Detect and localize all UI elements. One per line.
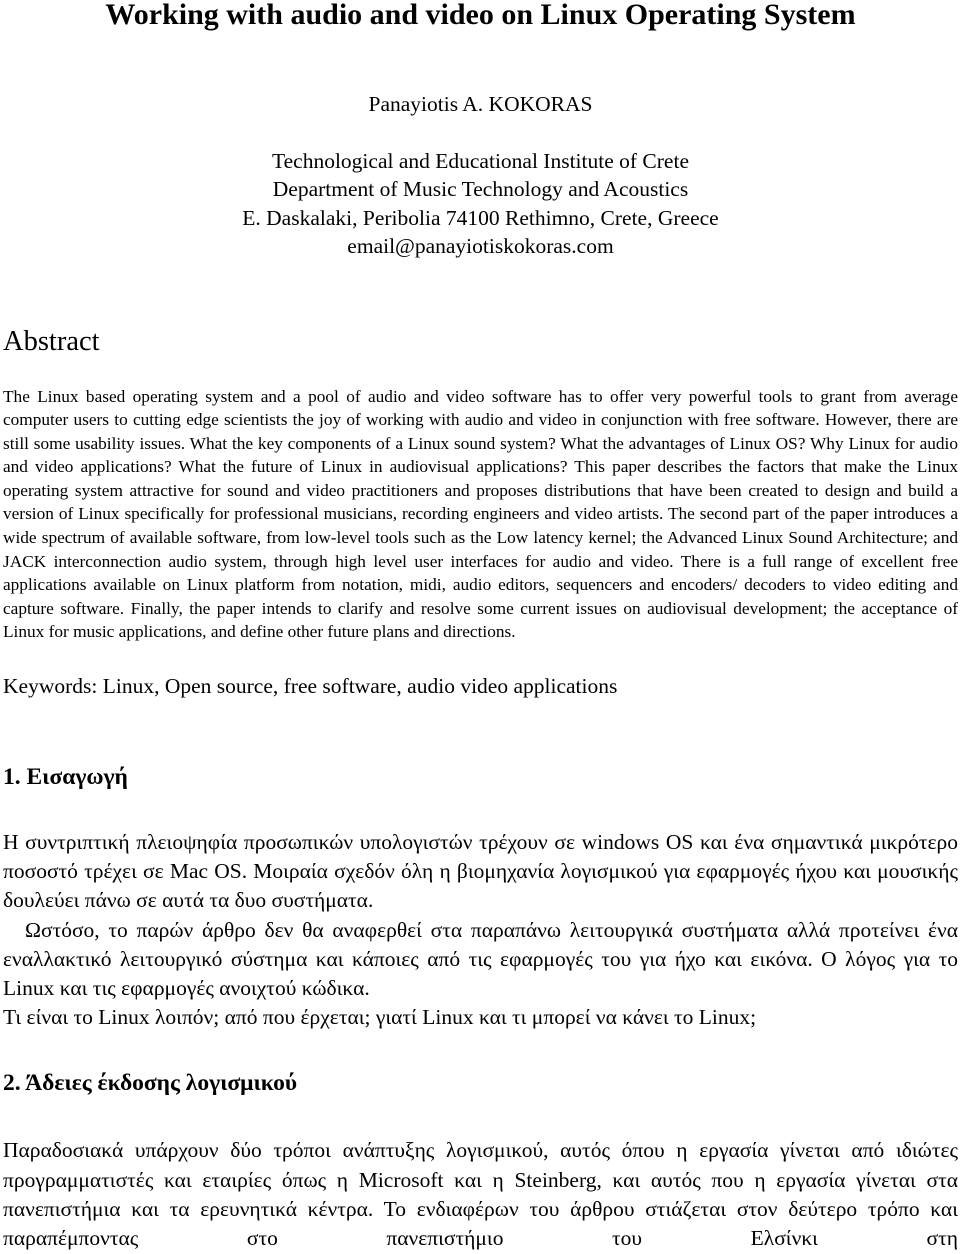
paper-title: Working with audio and video on Linux Operating System <box>105 0 856 31</box>
abstract-body: The Linux based operating system and a pool of audio and video software has to offer very powerful tools to grant from average computer users to cutting edge scientists the joy of working with audio and video in conjunction with free software. However, there are still some usability issues. What the key components of a Linux sound system? What the advantages of Linux OS? Why Linux for audio and video applications? What the future of Linux in audiovisual applications? This paper describes the factors that make the Linux operating system attractive for sound and video practitioners and proposes distributions that have been created to design and build a version of Linux specifically for professional musicians, recording engineers and video artists. The second part of the paper introduces a wide spectrum of available software, from low-level tools such as the Low latency kernel; the Advanced Linux Sound Architecture; and JACK interconnection audio system, through high level user interfaces for audio and video. There is a full range of excellent free applications available on Linux platform from notation, midi, audio editors, sequencers and encoders/ decoders to video editing and capture software. Finally, the paper intends to clarify and resolve some current issues on audiovisual development; the acceptance of Linux for music applications, and define other future plans and directions. <box>3 386 958 642</box>
affiliation-institute: Technological and Educational Institute of Crete <box>271 148 689 173</box>
section-1-paragraph: Ωστόσο, το παρών άρθρο δεν θα αναφερθεί στα παραπάνω λειτουργικά συστήματα αλλά προτείνει ένα εναλλακτικό λειτουργικό σύστημα και κάποιες από τις εφαρμογές του για ήχο και εικόνα. Ο λόγος για το Linux και τις εφαρμογές ανοιχτού κώδικα. <box>3 917 958 1001</box>
affiliation-address: E. Daskalaki, Peribolia 74100 Rethimno, Crete, Greece <box>242 205 719 230</box>
section-1-paragraph: Τι είναι το Linux λοιπόν; από που έρχεται; γιατί Linux και τι μπορεί να κάνει το Linux; <box>3 1005 757 1030</box>
author-block <box>3 90 958 261</box>
section-1-body <box>3 828 958 1032</box>
section-2-heading: 2. Άδειες έκδοσης λογισμικού <box>3 1070 298 1097</box>
author-name: Panayiotis A. KOKORAS <box>368 92 593 116</box>
section-1-paragraph: Η συντριπτική πλειοψηφία προσωπικών υπολογιστών τρέχουν σε windows OS και ένα σημαντικά μικρότερο ποσοστό τρέχει σε Mac OS. Μοιραία σχεδόν όλη η βιομηχανία λογισμικού για εφαρμογές ήχου και μουσικής δουλεύει πάνω σε αυτά τα δυο συστήματα. <box>3 830 958 913</box>
keywords: Keywords: Linux, Open source, free software, audio video applications <box>3 674 618 699</box>
author-email: email@panayiotiskokoras.com <box>347 234 614 258</box>
section-1-heading: 1. Εισαγωγή <box>3 764 128 791</box>
section-2-body <box>3 1136 958 1253</box>
abstract-heading: Abstract <box>3 325 100 357</box>
section-2-paragraph: Παραδοσιακά υπάρχουν δύο τρόποι ανάπτυξης λογισμικού, αυτός όπου η εργασία γίνεται από ιδιώτες προγραμματιστές και εταιρίες όπως η Microsoft και η Steinberg, και αυτός που η εργασία γίνεται στα πανεπιστήμια και τα ερευνητικά κέντρα. Το ενδιαφέρων του άρθρου στιάζεται στον δεύτερο τρόπο και παραπέμποντας στο πανεπιστήμιο του Ελσίνκι στη <box>3 1138 958 1251</box>
affiliation-department: Department of Music Technology and Acoustics <box>272 177 689 201</box>
